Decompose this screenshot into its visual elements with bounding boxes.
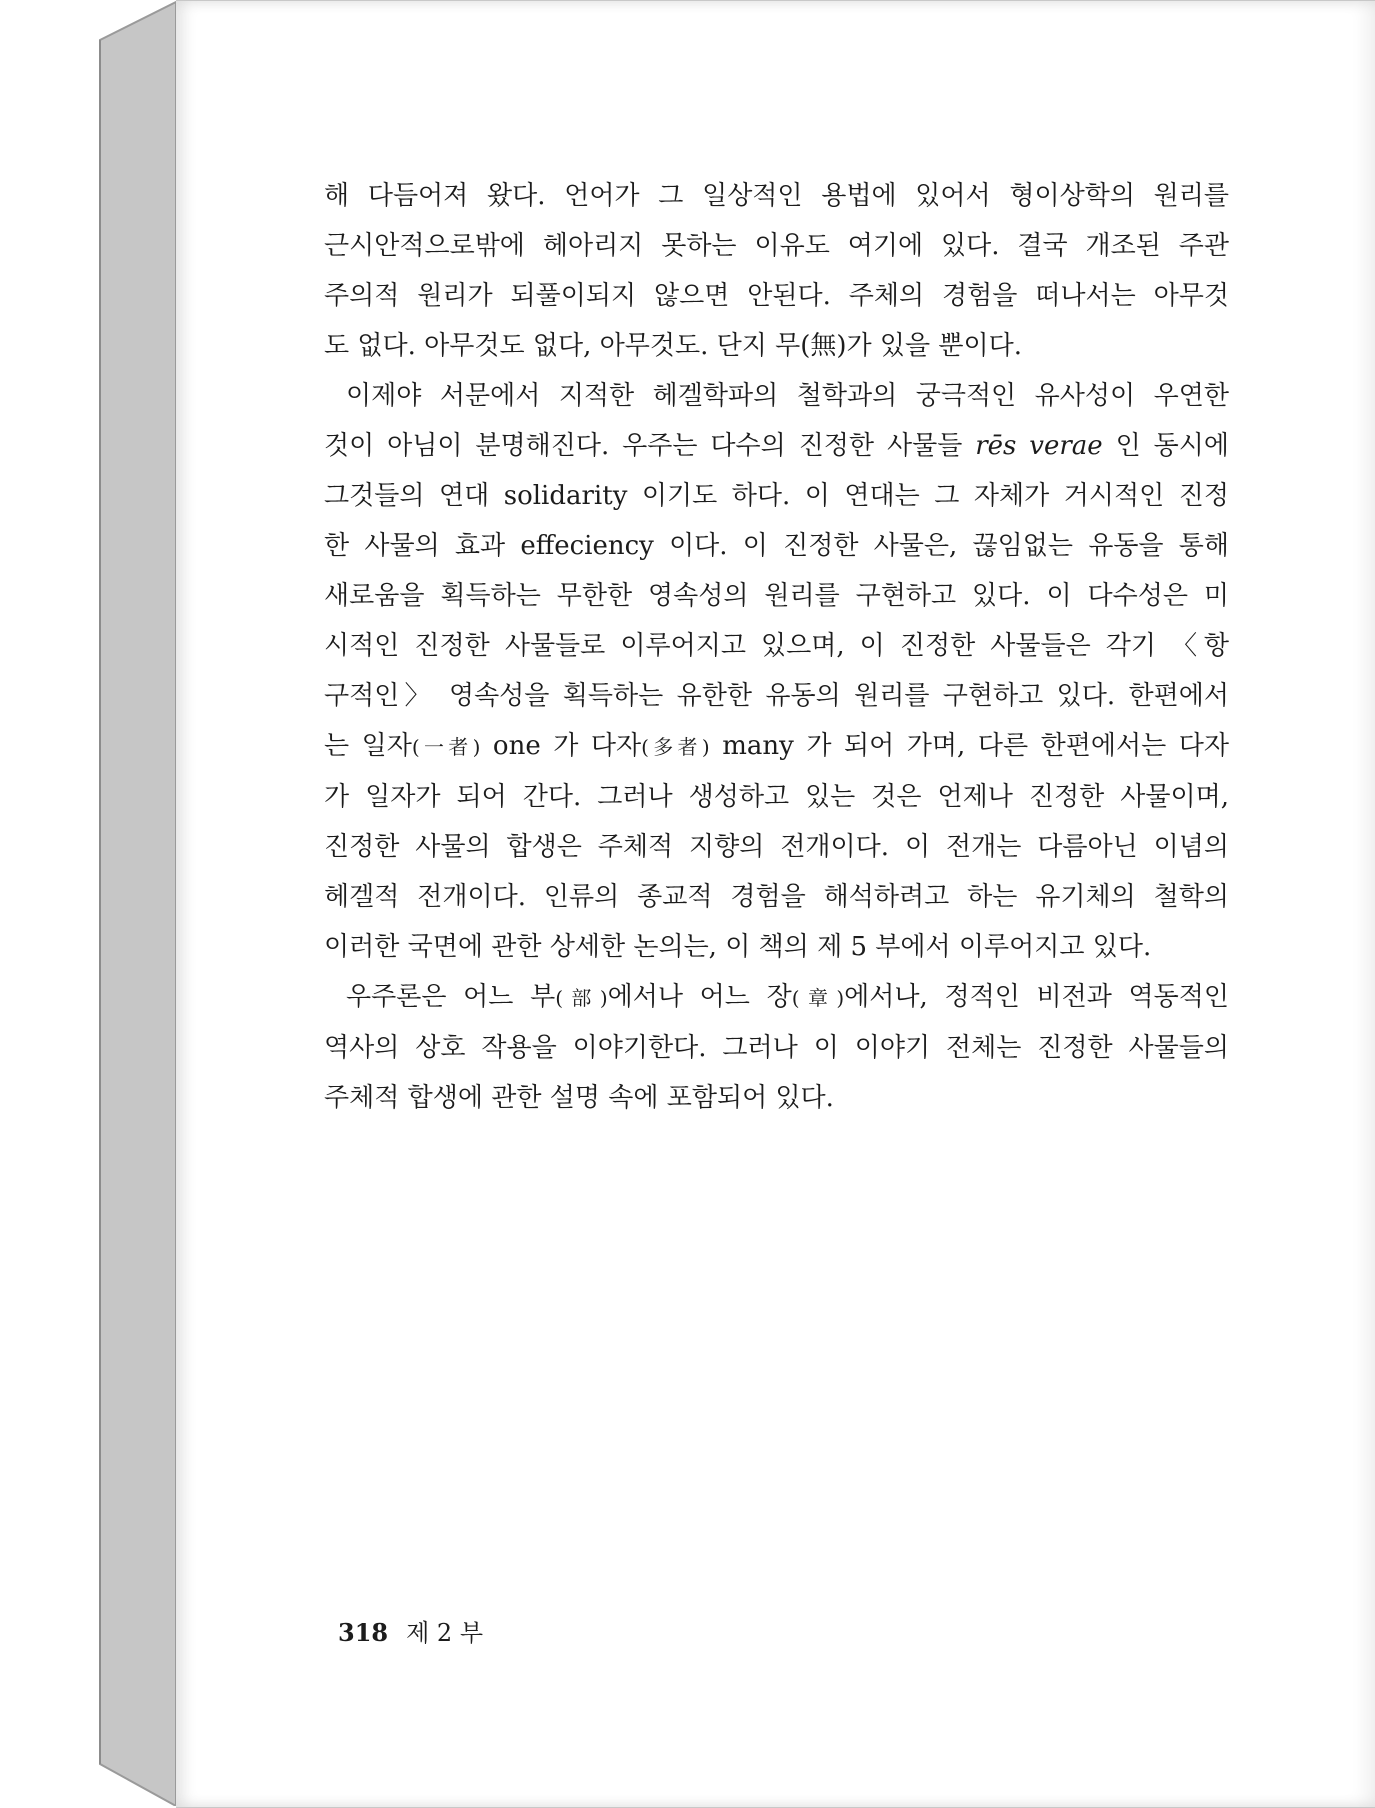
page-number: 318 xyxy=(338,1618,389,1647)
text-line: 해 다듬어져 왔다. 언어가 그 일상적인 용법에 있어서 형이상학의 원리를 xyxy=(324,181,1229,211)
text-line: 진정한 사물의 합생은 주체적 지향의 전개이다. 이 전개는 다름아닌 이념의 xyxy=(324,832,1229,862)
text-line: 한 사물의 효과 effeciency 이다. 이 진정한 사물은, 끊임없는 유동을 통해 xyxy=(324,531,1229,561)
text-segment: 에서나, 정적인 비전과 역동적인 xyxy=(844,982,1230,1012)
text-line xyxy=(324,721,1229,772)
text-line: 주의적 원리가 되풀이되지 않으면 안된다. 주체의 경험을 떠나서는 아무것 xyxy=(324,281,1229,311)
text-line: 근시안적으로밖에 헤아리지 못하는 이유도 여기에 있다. 결국 개조된 주관 xyxy=(324,231,1229,261)
hanja-gloss: (部) xyxy=(555,986,608,1010)
hanja-gloss: (多者) xyxy=(641,735,710,759)
text-line: 도 없다. 아무것도 없다, 아무것도. 단지 무(無)가 있을 뿐이다. xyxy=(324,331,1023,361)
text-segment: 는 일자 xyxy=(324,731,412,761)
text-line: 구적인〉 영속성을 획득하는 유한한 유동의 원리를 구현하고 있다. 한편에서 xyxy=(324,681,1229,711)
text-segment: many 가 되어 가며, 다른 한편에서는 다자 xyxy=(709,731,1229,761)
body-text xyxy=(324,171,1229,1123)
text-line: 헤겔적 전개이다. 인류의 종교적 경험을 해석하려고 하는 유기체의 철학의 xyxy=(324,882,1229,912)
text-segment: one 가 다자 xyxy=(480,731,642,761)
text-segment: 에서나 어느 장 xyxy=(607,982,792,1012)
text-line xyxy=(324,972,1229,1023)
book-spine xyxy=(0,0,180,1806)
text-line: 역사의 상호 작용을 이야기한다. 그러나 이 이야기 전체는 진정한 사물들의 xyxy=(324,1033,1229,1063)
book-page xyxy=(176,0,1375,1808)
text-segment: 것이 아님이 분명해진다. 우주는 다수의 진정한 사물들 xyxy=(324,431,976,461)
paragraph-3 xyxy=(324,972,1229,1123)
text-segment: 인 동시에 xyxy=(1102,431,1229,461)
latin-term-res-verae: rēs verae xyxy=(975,431,1103,461)
text-line: 시적인 진정한 사물들로 이루어지고 있으며, 이 진정한 사물들은 각기 〈항 xyxy=(324,631,1229,661)
text-line xyxy=(324,421,1229,471)
text-line: 가 일자가 되어 간다. 그러나 생성하고 있는 것은 언제나 진정한 사물이며, xyxy=(324,782,1229,812)
text-line: 이러한 국면에 관한 상세한 논의는, 이 책의 제 5 부에서 이루어지고 있다. xyxy=(324,932,1152,962)
text-line: 그것들의 연대 solidarity 이기도 하다. 이 연대는 그 자체가 거시적인 진정 xyxy=(324,481,1229,511)
text-segment: 우주론은 어느 부 xyxy=(346,982,556,1012)
page-footer xyxy=(338,1613,483,1648)
paragraph-2 xyxy=(324,371,1229,972)
hanja-gloss: (章) xyxy=(791,986,845,1010)
text-line: 새로움을 획득하는 무한한 영속성의 원리를 구현하고 있다. 이 다수성은 미 xyxy=(324,581,1229,611)
text-line: 이제야 서문에서 지적한 헤겔학파의 철학과의 궁극적인 유사성이 우연한 xyxy=(346,381,1229,411)
text-line: 주체적 합생에 관한 설명 속에 포함되어 있다. xyxy=(324,1083,834,1113)
part-label: 제 2 부 xyxy=(406,1619,484,1647)
hanja-gloss: (一者) xyxy=(411,735,481,759)
paragraph-1 xyxy=(324,171,1229,371)
